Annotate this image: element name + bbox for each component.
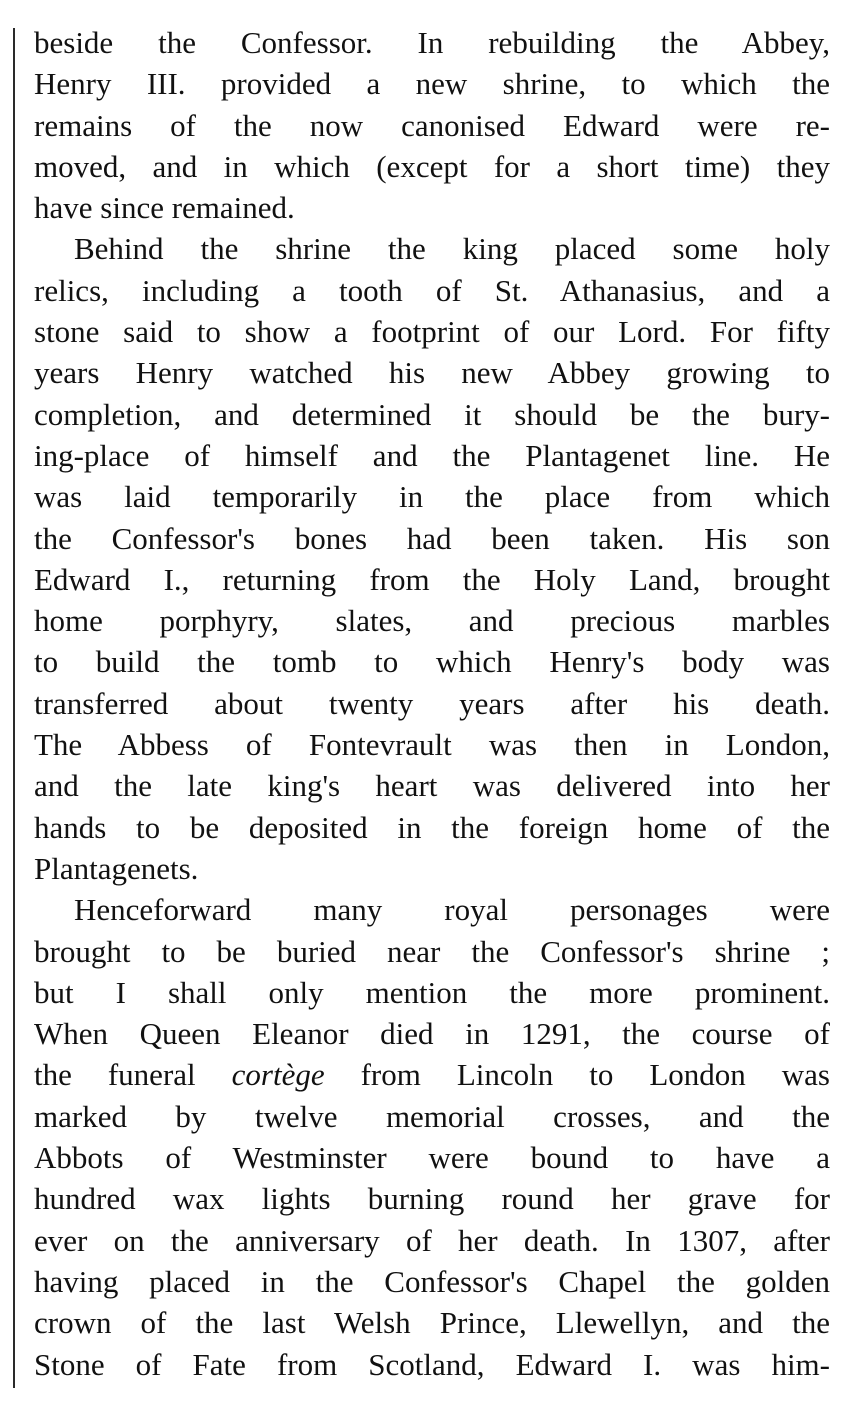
text-line: ever on the anniversary of her death. In 1307, after — [34, 1222, 830, 1258]
text-line: ing-place of himself and the Plantagenet line. He — [34, 437, 830, 473]
margin-rule — [13, 28, 15, 1388]
text-line: Henceforward many royal personages were — [74, 892, 830, 928]
text-line: the funeral cortège from Lincoln to London was — [34, 1057, 830, 1093]
text-line: Plantagenets. — [34, 850, 199, 886]
text-line: the Confessor's bones had been taken. His son — [34, 520, 830, 556]
text-line: transferred about twenty years after his death. — [34, 685, 830, 721]
text-line: was laid temporarily in the place from which — [34, 479, 830, 515]
text-line: moved, and in which (except for a short time) they — [34, 148, 830, 184]
text-line: home porphyry, slates, and precious marbles — [34, 603, 830, 639]
paragraph-1 — [34, 22, 830, 228]
text-line: hands to be deposited in the foreign home of the — [34, 809, 830, 845]
text-line: hundred wax lights burning round her grave for — [34, 1181, 830, 1217]
text-line: The Abbess of Fontevrault was then in London, — [34, 727, 830, 763]
text-line: remains of the now canonised Edward were re- — [34, 107, 830, 143]
text-line: have since remained. — [34, 190, 295, 226]
text-line: When Queen Eleanor died in 1291, the course of — [34, 1016, 830, 1052]
italic-word: cortège — [231, 1057, 325, 1093]
text-line: Abbots of Westminster were bound to have a — [34, 1140, 830, 1176]
book-page — [34, 22, 830, 1385]
text-line: relics, including a tooth of St. Athanasius, and a — [34, 272, 830, 308]
text-line: beside the Confessor. In rebuilding the Abbey, — [34, 25, 830, 60]
text-line: stone said to show a footprint of our Lord. For fifty — [34, 314, 830, 350]
text-line: Behind the shrine the king placed some holy — [74, 231, 830, 267]
text-line: Henry III. provided a new shrine, to which the — [34, 66, 830, 102]
text-line: and the late king's heart was delivered into her — [34, 768, 830, 804]
text-line: years Henry watched his new Abbey growing to — [34, 355, 830, 391]
paragraph-2 — [34, 228, 830, 889]
text-line: completion, and determined it should be the bury- — [34, 396, 830, 432]
text-line: but I shall only mention the more prominent. — [34, 974, 830, 1010]
paragraph-3 — [34, 889, 830, 1385]
text-line: to build the tomb to which Henry's body was — [34, 644, 830, 680]
text-line: crown of the last Welsh Prince, Llewellyn, and the — [34, 1305, 830, 1341]
text-line: having placed in the Confessor's Chapel the golden — [34, 1263, 830, 1299]
text-line: Edward I., returning from the Holy Land, brought — [34, 561, 830, 597]
text-line: Stone of Fate from Scotland, Edward I. was him- — [34, 1346, 830, 1382]
text-line: brought to be buried near the Confessor's shrine ; — [34, 933, 830, 969]
text-line: marked by twelve memorial crosses, and the — [34, 1098, 830, 1134]
